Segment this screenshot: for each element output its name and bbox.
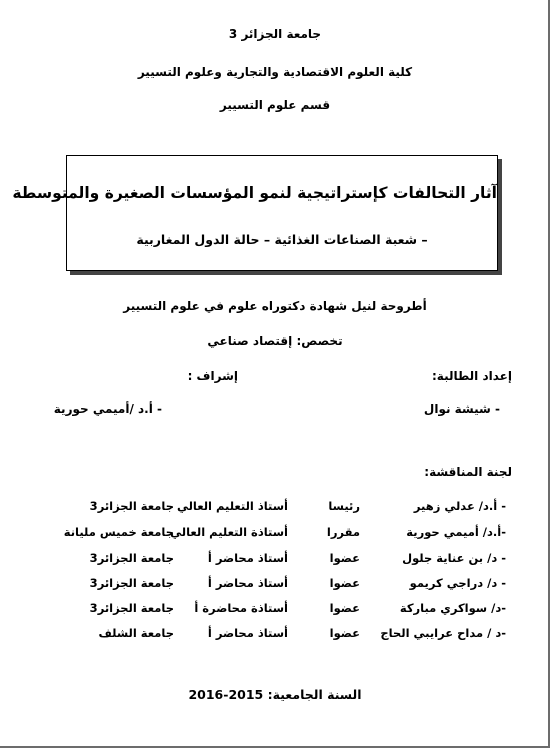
thesis-subtitle: – شعبة الصناعات الغذائية – حالة الدول المغاربية [136, 232, 428, 247]
supervisor-label: إشراف : [187, 369, 238, 383]
member-role: رئيسا [328, 499, 360, 513]
member-role: عضوا [329, 551, 360, 565]
member-rank: أستاذ التعليم العالي [176, 499, 288, 513]
degree-line: أطروحة لنيل شهادة دكتوراه علوم في علوم التسيير [123, 299, 427, 313]
member-university: جامعة خميس مليانة [63, 525, 174, 539]
member-name: - د/ بن عناية جلول [402, 551, 506, 565]
member-name: -د / مداح عرايبي الحاج [380, 626, 506, 640]
title-box [12, 155, 498, 271]
member-rank: أستاذ محاضر أ [207, 551, 288, 565]
member-name: - د/ دراجي كريمو [409, 576, 506, 590]
member-rank: أستاذة محاضرة أ [194, 601, 288, 615]
committee-row [0, 576, 550, 594]
member-role: عضوا [329, 576, 360, 590]
member-university: جامعة الشلف [98, 626, 174, 640]
member-role: مقررا [326, 525, 360, 539]
committee-label: لجنة المناقشة: [424, 465, 512, 479]
academic-year: السنة الجامعية: 2015-2016 [188, 687, 362, 702]
member-university: جامعة الجزائر3 [89, 551, 174, 565]
committee-row [0, 601, 550, 619]
member-university: جامعة الجزائر3 [89, 576, 174, 590]
department-name: قسم علوم التسيير [219, 98, 331, 112]
member-rank: أستاذة التعليم العالي [170, 525, 288, 539]
member-university: جامعة الجزائر3 [89, 601, 174, 615]
committee-row [0, 626, 550, 644]
committee-row [0, 551, 550, 569]
member-rank: أستاذ محاضر أ [207, 626, 288, 640]
member-name: - أ.د/ عدلي زهير [413, 499, 506, 513]
committee-row [0, 525, 550, 543]
member-name: -أ.د/ أميمي حورية [406, 525, 506, 539]
student-name: - شيشة نوال [423, 402, 500, 416]
university-name: جامعة الجزائر 3 [228, 27, 322, 41]
member-name: -د/ سواكري مباركة [399, 601, 506, 615]
member-university: جامعة الجزائر3 [89, 499, 174, 513]
supervisor-name: - أ.د /أميمي حورية [53, 402, 162, 416]
member-rank: أستاذ محاضر أ [207, 576, 288, 590]
member-role: عضوا [329, 626, 360, 640]
faculty-name: كلية العلوم الاقتصادية والتجارية وعلوم التسيير [137, 65, 413, 79]
thesis-title: آثار التحالفات كإستراتيجية لنمو المؤسسات الصغيرة والمتوسطة [12, 184, 497, 202]
committee-row [0, 499, 550, 517]
prepared-label: إعداد الطالبة: [432, 369, 512, 383]
specialty-line: تخصص: إقتصاد صناعي [207, 334, 343, 348]
member-role: عضوا [329, 601, 360, 615]
